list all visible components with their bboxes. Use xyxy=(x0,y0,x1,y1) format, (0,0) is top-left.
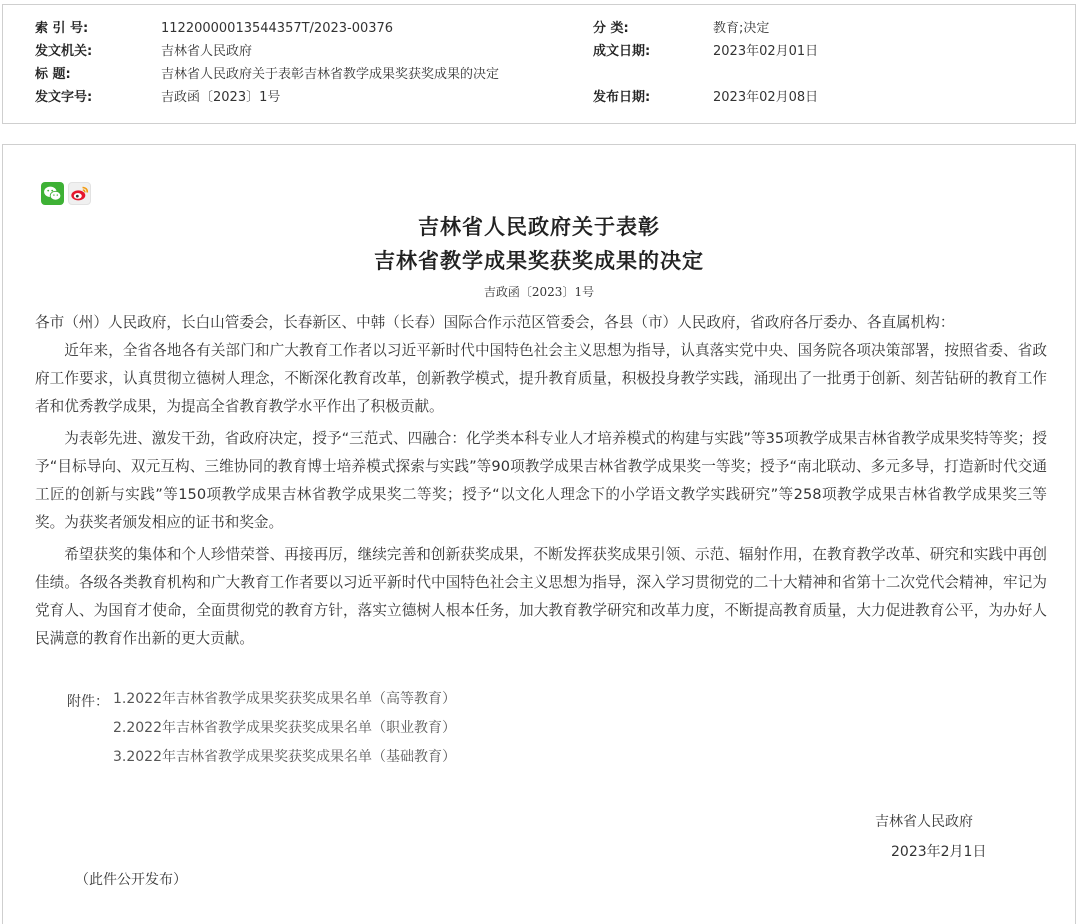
paragraph-1: 近年来，全省各地各有关部门和广大教育工作者以习近平新时代中国特色社会主义思想为指导，认真落实党中央、国务院各项决策部署，按照省委、省政府工作要求，认真贯彻立德树人理念，不断深化教育改革，创新教学模式，提升教育质量，积极投身教学实践，涌现出了一批勇于创新、刻苦钻研的教育工作者和优秀教学成果，为提高全省教育教学水平作出了积极贡献。 xyxy=(35,342,1047,415)
weibo-share-button[interactable] xyxy=(68,182,91,205)
document-number: 吉政函〔2023〕1号 xyxy=(483,285,595,299)
publish-date-label: 发布日期: xyxy=(593,90,651,105)
doc-number-value: 吉政函〔2023〕1号 xyxy=(161,90,281,105)
attachments-label: 附件： xyxy=(67,694,109,710)
category-label: 分 类: xyxy=(593,21,629,36)
meta-row-title xyxy=(3,64,1075,86)
doc-number-label: 发文字号: xyxy=(35,90,93,105)
publish-date-value: 2023年02月08日 xyxy=(713,90,819,105)
issuer-label: 发文机关: xyxy=(35,44,93,59)
meta-row-docnumber xyxy=(3,87,1075,109)
document-content xyxy=(2,144,1076,924)
attachment-link-1[interactable]: 1.2022年吉林省教学成果奖获奖成果名单（高等教育） xyxy=(113,691,456,707)
attachment-link-2[interactable]: 2.2022年吉林省教学成果奖获奖成果名单（职业教育） xyxy=(113,720,456,736)
written-date-value: 2023年02月01日 xyxy=(713,44,819,59)
index-number-value: 11220000013544357T/2023-00376 xyxy=(161,21,394,36)
title-label: 标 题: xyxy=(35,67,71,82)
document-title-line-2: 吉林省教学成果奖获奖成果的决定 xyxy=(374,248,704,273)
publication-note: （此件公开发布） xyxy=(75,872,187,888)
written-date-label: 成文日期: xyxy=(593,44,651,59)
sign-date: 2023年2月1日 xyxy=(891,844,987,860)
paragraph-3: 希望获奖的集体和个人珍惜荣誉、再接再厉，继续完善和创新获奖成果，不断发挥获奖成果引领、示范、辐射作用，在教育教学改革、研究和实践中再创佳绩。各级各类教育机构和广大教育工作者要以习近平新时代中国特色社会主义思想为指导，深入学习贯彻党的二十大精神和省第十二次党代会精神，牢记为党育人、为国育才使命，全面贯彻党的教育方针，落实立德树人根本任务，加大教育教学研究和改革力度，不断提高教育质量，大力促进教育公平，为办好人民满意的教育作出新的更大贡献。 xyxy=(35,546,1047,647)
issuer-value: 吉林省人民政府 xyxy=(161,44,253,59)
meta-row-index xyxy=(3,18,1075,40)
attachment-link-3[interactable]: 3.2022年吉林省教学成果奖获奖成果名单（基础教育） xyxy=(113,749,456,765)
signer-organization: 吉林省人民政府 xyxy=(875,814,973,830)
index-number-label: 索 引 号: xyxy=(35,21,89,36)
wechat-share-button[interactable] xyxy=(41,182,64,205)
weibo-icon xyxy=(70,185,89,202)
salutation: 各市（州）人民政府，长白山管委会，长春新区、中韩（长春）国际合作示范区管委会，各县（市）人民政府，省政府各厅委办、各直属机构： xyxy=(35,314,955,331)
document-title-line-1: 吉林省人民政府关于表彰 xyxy=(418,214,660,239)
paragraph-2: 为表彰先进、激发干劲，省政府决定，授予“三范式、四融合：化学类本科专业人才培养模式的构建与实践”等35项教学成果吉林省教学成果奖特等奖；授予“目标导向、双元互构、三维协同的教育博士培养模式探索与实践”等90项教学成果吉林省教学成果奖一等奖；授予“南北联动、多元多导，打造新时代交通工匠的创新与实践”等150项教学成果吉林省教学成果奖二等奖；授予“以文化人理念下的小学语文教学实践研究”等258项教学成果吉林省教学成果奖三等奖。为获奖者颁发相应的证书和奖金。 xyxy=(35,430,1047,531)
share-bar xyxy=(41,182,91,204)
meta-row-issuer xyxy=(3,41,1075,63)
title-value: 吉林省人民政府关于表彰吉林省教学成果奖获奖成果的决定 xyxy=(161,67,500,82)
document-metadata-panel xyxy=(2,4,1076,124)
category-value: 教育;决定 xyxy=(713,21,770,36)
wechat-icon xyxy=(43,185,62,202)
